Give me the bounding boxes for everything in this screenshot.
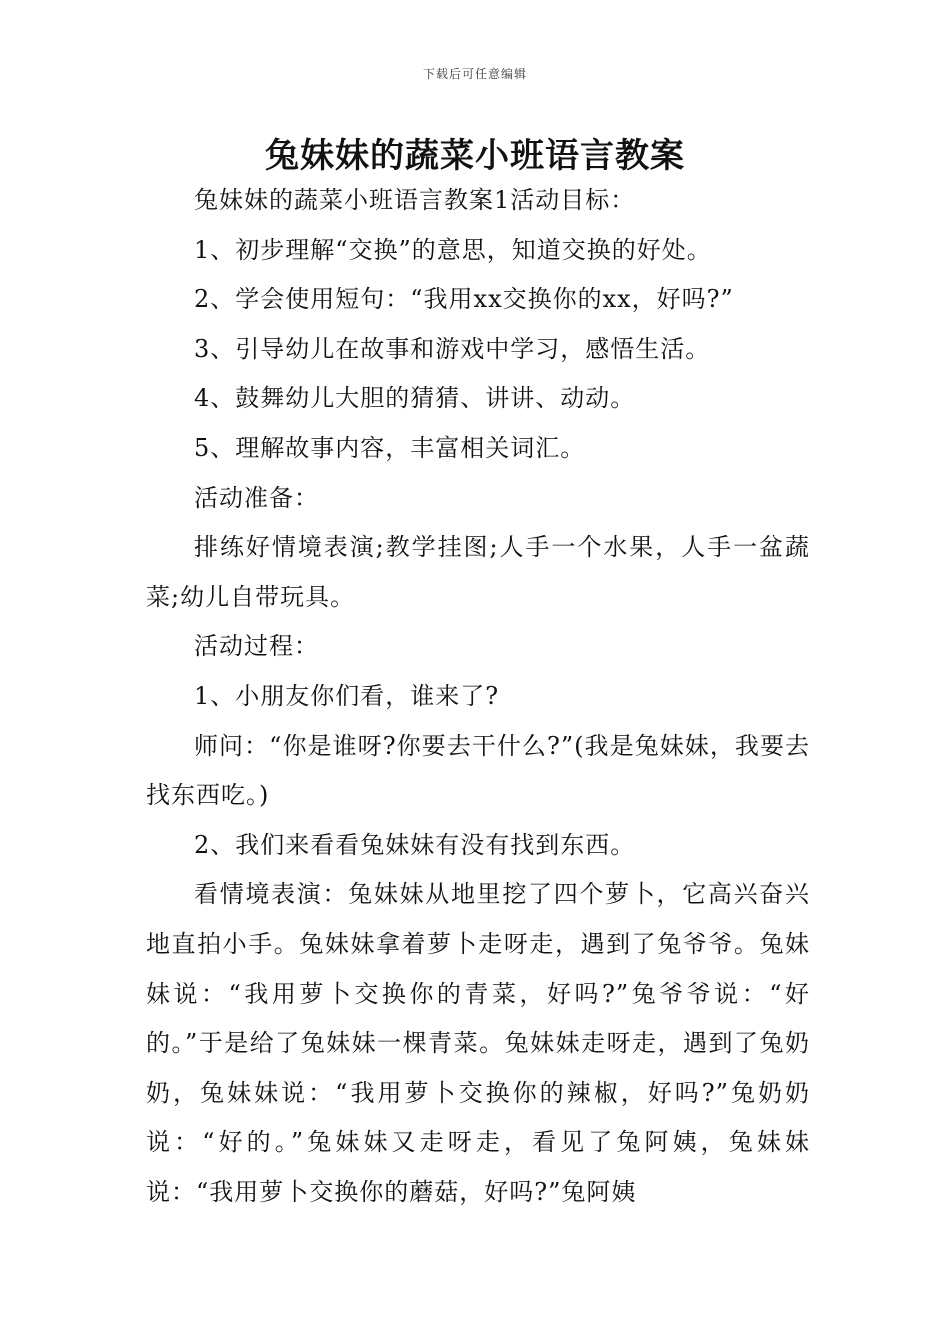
paragraph-objective-3: 3、引导幼儿在故事和游戏中学习，感悟生活。	[194, 334, 711, 363]
paragraph-preparation-heading: 活动准备：	[194, 483, 319, 512]
document-body	[146, 176, 810, 1217]
document-title: 兔妹妹的蔬菜小班语言教案	[265, 136, 685, 176]
paragraph-objectives-heading: 兔妹妹的蔬菜小班语言教案1活动目标：	[194, 186, 636, 214]
paragraph-step-2: 2、我们来看看兔妹妹有没有找到东西。	[194, 830, 636, 859]
paragraph-objective-1: 1、初步理解“交换”的意思，知道交换的好处。	[194, 235, 712, 264]
paragraph-objective-4: 4、鼓舞幼儿大胆的猜猜、讲讲、动动。	[194, 384, 636, 413]
paragraph-teacher-question: 师问：“你是谁呀?你要去干什么?”(我是兔妹妹，我要去找东西吃。)	[146, 731, 810, 810]
paragraph-process-heading: 活动过程：	[194, 632, 319, 661]
paragraph-step-1: 1、小朋友你们看，谁来了?	[194, 681, 500, 710]
header-note: 下载后可任意编辑	[422, 67, 527, 81]
paragraph-objective-2: 2、学会使用短句：“我用xx交换你的xx，好吗?”	[194, 285, 734, 314]
paragraph-objective-5: 5、理解故事内容，丰富相关词汇。	[194, 433, 586, 462]
paragraph-story: 看情境表演：兔妹妹从地里挖了四个萝卜，它高兴奋兴地直拍小手。兔妹妹拿着萝卜走呀走，遇到了兔爷爷。兔妹妹说：“我用萝卜交换你的青菜，好吗?”兔爷爷说：“好的。”于是给了兔妹妹一棵青菜。兔妹妹走呀走，遇到了兔奶奶，兔妹妹说：“我用萝卜交换你的辣椒，好吗?”兔奶奶说：“好的。”兔妹妹又走呀走，看见了兔阿姨，兔妹妹说：“我用萝卜交换你的蘑菇，好吗?”兔阿姨	[146, 880, 810, 1206]
paragraph-preparation: 排练好情境表演;教学挂图;人手一个水果，人手一盆蔬菜;幼儿自带玩具。	[146, 533, 810, 611]
